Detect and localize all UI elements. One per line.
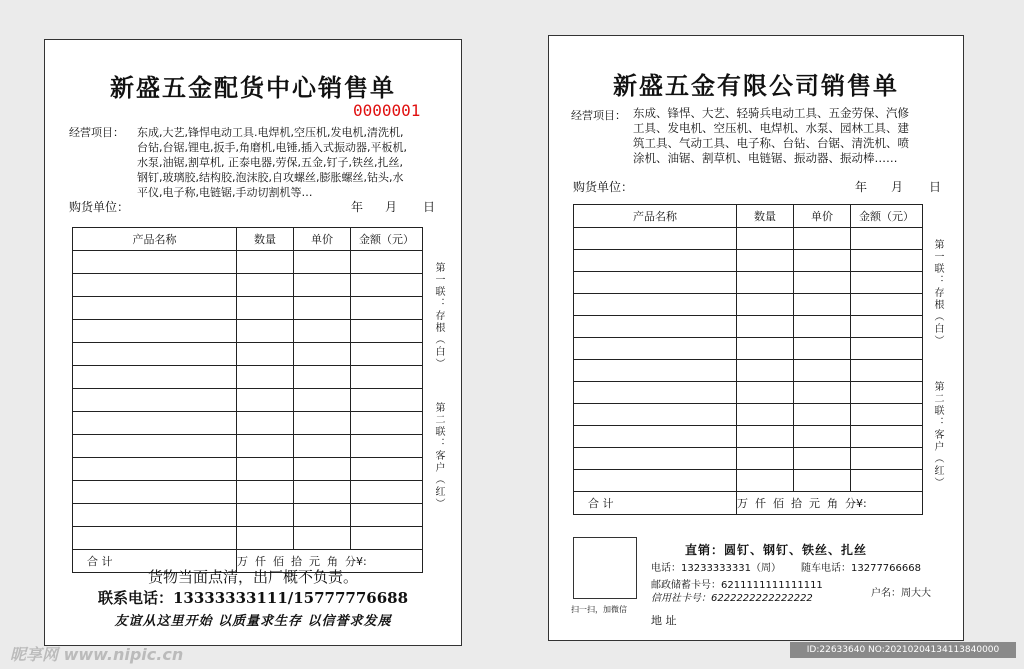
- table-cell[interactable]: [794, 404, 851, 426]
- table-cell[interactable]: [351, 504, 423, 527]
- table-cell[interactable]: [851, 448, 923, 470]
- total-amount-units: 万 仟 佰 拾 元 角 分¥:: [237, 550, 423, 573]
- table-row: [73, 320, 423, 343]
- table-cell[interactable]: [351, 274, 423, 297]
- table-cell[interactable]: [73, 458, 237, 481]
- table-cell[interactable]: [574, 272, 737, 294]
- table-cell[interactable]: [237, 504, 294, 527]
- serial-number: 0000001: [353, 101, 421, 120]
- table-cell[interactable]: [294, 527, 351, 550]
- table-cell[interactable]: [737, 382, 794, 404]
- header-product: 产品名称: [574, 205, 737, 228]
- table-cell[interactable]: [237, 274, 294, 297]
- business-line: 钢钉,玻璃胶,结构胶,泡沫胶,自攻螺丝,膨胀螺丝,钻头,水: [137, 171, 404, 184]
- table-cell[interactable]: [73, 412, 237, 435]
- total-amount-units: 万 仟 佰 拾 元 角 分¥:: [737, 492, 923, 515]
- table-cell[interactable]: [237, 320, 294, 343]
- address-label: 地 址: [651, 614, 677, 627]
- business-line: 平仪,电子称,电链锯,手动切割机等…: [137, 186, 313, 199]
- slip-title: 新盛五金配货中心销售单: [110, 73, 396, 102]
- table-cell[interactable]: [794, 382, 851, 404]
- table-cell[interactable]: [574, 470, 737, 492]
- table-cell[interactable]: [237, 458, 294, 481]
- header-qty: 数量: [737, 205, 794, 228]
- slip-title: 新盛五金有限公司销售单: [613, 71, 899, 100]
- table-cell[interactable]: [73, 435, 237, 458]
- table-cell[interactable]: [851, 338, 923, 360]
- table-cell[interactable]: [351, 251, 423, 274]
- table-cell[interactable]: [794, 470, 851, 492]
- slogan: 友谊从这里开始 以质量求生存 以信誉求发展: [114, 614, 392, 629]
- header-amount: 金额（元）: [851, 205, 923, 228]
- table-row: [574, 404, 923, 426]
- table-cell[interactable]: [294, 435, 351, 458]
- table-cell[interactable]: [574, 360, 737, 382]
- table-cell[interactable]: [794, 426, 851, 448]
- table-row: [574, 250, 923, 272]
- table-row: [574, 360, 923, 382]
- total-row: [574, 492, 923, 515]
- table-cell[interactable]: [794, 338, 851, 360]
- table-row: [73, 343, 423, 366]
- table-cell[interactable]: [294, 366, 351, 389]
- table-cell[interactable]: [574, 316, 737, 338]
- table-cell[interactable]: [294, 274, 351, 297]
- table-header: [574, 205, 923, 228]
- business-items: [633, 106, 955, 166]
- buyer-label: 购货单位：: [573, 180, 634, 194]
- header-price: 单价: [794, 205, 851, 228]
- table-cell[interactable]: [737, 272, 794, 294]
- table-cell[interactable]: [73, 320, 237, 343]
- qr-code-placeholder: [573, 537, 637, 599]
- table-cell[interactable]: [851, 404, 923, 426]
- table-cell[interactable]: [737, 426, 794, 448]
- table-cell[interactable]: [351, 527, 423, 550]
- table-row: [574, 316, 923, 338]
- table-row: [574, 228, 923, 250]
- table-row: [574, 470, 923, 492]
- business-line: 东成、锋悍、大艺、轻骑兵电动工具、五金劳保、汽修: [633, 106, 909, 120]
- table-row: [73, 527, 423, 550]
- table-cell[interactable]: [851, 470, 923, 492]
- table-cell[interactable]: [294, 251, 351, 274]
- table-row: [574, 294, 923, 316]
- table-row: [574, 272, 923, 294]
- table-cell[interactable]: [851, 250, 923, 272]
- table-cell[interactable]: [237, 435, 294, 458]
- table-cell[interactable]: [574, 338, 737, 360]
- table-cell[interactable]: [794, 250, 851, 272]
- table-cell[interactable]: [237, 389, 294, 412]
- table-cell[interactable]: [294, 297, 351, 320]
- table-cell[interactable]: [737, 228, 794, 250]
- table-cell[interactable]: [73, 504, 237, 527]
- table-cell[interactable]: [237, 527, 294, 550]
- sales-table: [72, 227, 423, 573]
- table-cell[interactable]: [294, 504, 351, 527]
- table-cell[interactable]: [351, 366, 423, 389]
- table-cell[interactable]: [794, 316, 851, 338]
- phone: 电话：13233333331（周）: [651, 563, 781, 574]
- table-cell[interactable]: [73, 481, 237, 504]
- table-cell[interactable]: [574, 426, 737, 448]
- buyer-label: 购货单位：: [69, 200, 130, 214]
- sales-table: [573, 204, 923, 515]
- date-year: 年: [351, 200, 364, 214]
- copy-note-2: 第二联：客户（红）: [932, 381, 943, 489]
- table-cell[interactable]: [73, 343, 237, 366]
- credit-card: 信用社卡号：6222222222222222: [651, 593, 813, 604]
- table-cell[interactable]: [851, 426, 923, 448]
- table-row: [73, 435, 423, 458]
- table-row: [73, 389, 423, 412]
- table-cell[interactable]: [351, 458, 423, 481]
- table-cell[interactable]: [851, 382, 923, 404]
- postal-card: 邮政储蓄卡号：6211111111111111: [651, 580, 823, 591]
- table-cell[interactable]: [73, 366, 237, 389]
- direct-sale: 直销：圆钉、钢钉、铁丝、扎丝: [685, 543, 868, 557]
- header-product: 产品名称: [73, 228, 237, 251]
- table-cell[interactable]: [294, 458, 351, 481]
- table-cell[interactable]: [294, 481, 351, 504]
- table-cell[interactable]: [737, 404, 794, 426]
- date-month: 月: [385, 200, 398, 214]
- table-row: [73, 412, 423, 435]
- table-cell[interactable]: [574, 448, 737, 470]
- table-cell[interactable]: [351, 435, 423, 458]
- table-cell[interactable]: [351, 320, 423, 343]
- table-row: [73, 251, 423, 274]
- total-label: 合 计: [73, 550, 237, 573]
- table-cell[interactable]: [237, 343, 294, 366]
- table-cell[interactable]: [851, 360, 923, 382]
- table-cell[interactable]: [737, 250, 794, 272]
- table-cell[interactable]: [237, 481, 294, 504]
- date-day: 日: [423, 200, 436, 214]
- qr-caption: 扫一扫，加微信: [571, 605, 627, 614]
- table-cell[interactable]: [794, 360, 851, 382]
- table-cell[interactable]: [237, 297, 294, 320]
- table-row: [574, 338, 923, 360]
- copy-note-1: 第一联：存根（白）: [932, 239, 943, 347]
- business-line: 工具、发电机、空压机、电焊机、水泵、园林工具、建: [633, 121, 909, 135]
- table-cell[interactable]: [73, 527, 237, 550]
- table-cell[interactable]: [851, 316, 923, 338]
- notice: 货物当面点清，出厂概不负责。: [147, 568, 358, 586]
- car-phone: 随车电话：13277766668: [801, 563, 921, 574]
- table-cell[interactable]: [737, 470, 794, 492]
- table-row: [73, 297, 423, 320]
- table-cell[interactable]: [794, 448, 851, 470]
- sales-slip-right: [548, 35, 964, 641]
- table-cell[interactable]: [737, 294, 794, 316]
- business-line: 东成,大艺,锋悍电动工具.电焊机,空压机,发电机,清洗机,: [137, 126, 404, 139]
- table-cell[interactable]: [794, 228, 851, 250]
- table-row: [574, 426, 923, 448]
- table-cell[interactable]: [574, 294, 737, 316]
- business-line: 涂机、油锯、割草机、电链锯、振动器、振动棒……: [633, 151, 898, 165]
- table-cell[interactable]: [851, 294, 923, 316]
- table-cell[interactable]: [237, 366, 294, 389]
- total-label: 合 计: [574, 492, 737, 515]
- table-cell[interactable]: [237, 251, 294, 274]
- table-cell[interactable]: [794, 272, 851, 294]
- table-cell[interactable]: [73, 297, 237, 320]
- table-cell[interactable]: [737, 316, 794, 338]
- table-cell[interactable]: [351, 389, 423, 412]
- business-items: [137, 125, 457, 200]
- table-cell[interactable]: [574, 228, 737, 250]
- table-cell[interactable]: [294, 389, 351, 412]
- table-cell[interactable]: [294, 343, 351, 366]
- table-cell[interactable]: [351, 412, 423, 435]
- date-year: 年: [855, 180, 868, 194]
- table-cell[interactable]: [737, 360, 794, 382]
- table-cell[interactable]: [851, 272, 923, 294]
- table-cell[interactable]: [237, 412, 294, 435]
- header-qty: 数量: [237, 228, 294, 251]
- header-amount: 金额（元）: [351, 228, 423, 251]
- table-cell[interactable]: [574, 250, 737, 272]
- table-cell[interactable]: [351, 343, 423, 366]
- account-name: 户名：周大大: [871, 588, 931, 599]
- table-row: [73, 458, 423, 481]
- watermark-id: ID:22633640 NO:20210204134113840000: [790, 642, 1016, 658]
- table-row: [574, 448, 923, 470]
- table-cell[interactable]: [351, 481, 423, 504]
- table-cell[interactable]: [294, 412, 351, 435]
- watermark-logo: 昵享网 www.nipic.cn: [10, 645, 184, 664]
- date-month: 月: [891, 180, 904, 194]
- table-cell[interactable]: [574, 382, 737, 404]
- sales-slip-left: [44, 39, 462, 646]
- table-cell[interactable]: [574, 404, 737, 426]
- table-cell[interactable]: [851, 228, 923, 250]
- business-label: 经营项目：: [69, 126, 124, 139]
- copy-note-2: 第二联：客户（红）: [433, 402, 444, 510]
- table-cell[interactable]: [73, 389, 237, 412]
- table-cell[interactable]: [794, 294, 851, 316]
- table-cell[interactable]: [351, 297, 423, 320]
- business-line: 台钻,台锯,锂电,扳手,角磨机,电锤,插入式振动器,平板机,: [137, 141, 407, 154]
- contact-phone: 联系电话：13333333111/15777776688: [97, 589, 409, 607]
- business-label: 经营项目：: [571, 109, 626, 122]
- table-header: [73, 228, 423, 251]
- table-row: [574, 382, 923, 404]
- table-row: [73, 504, 423, 527]
- copy-note-1: 第一联：存根（白）: [433, 262, 444, 370]
- table-cell[interactable]: [294, 320, 351, 343]
- table-row: [73, 274, 423, 297]
- table-row: [73, 481, 423, 504]
- business-line: 筑工具、气动工具、电子称、台钻、台锯、清洗机、喷: [633, 136, 909, 150]
- header-price: 单价: [294, 228, 351, 251]
- business-line: 水泵,油锯,割草机, 正泰电器,劳保,五金,钉子,铁丝,扎丝,: [137, 156, 403, 169]
- date-day: 日: [929, 180, 942, 194]
- table-row: [73, 366, 423, 389]
- table-cell[interactable]: [73, 274, 237, 297]
- table-cell[interactable]: [737, 338, 794, 360]
- table-cell[interactable]: [737, 448, 794, 470]
- table-cell[interactable]: [73, 251, 237, 274]
